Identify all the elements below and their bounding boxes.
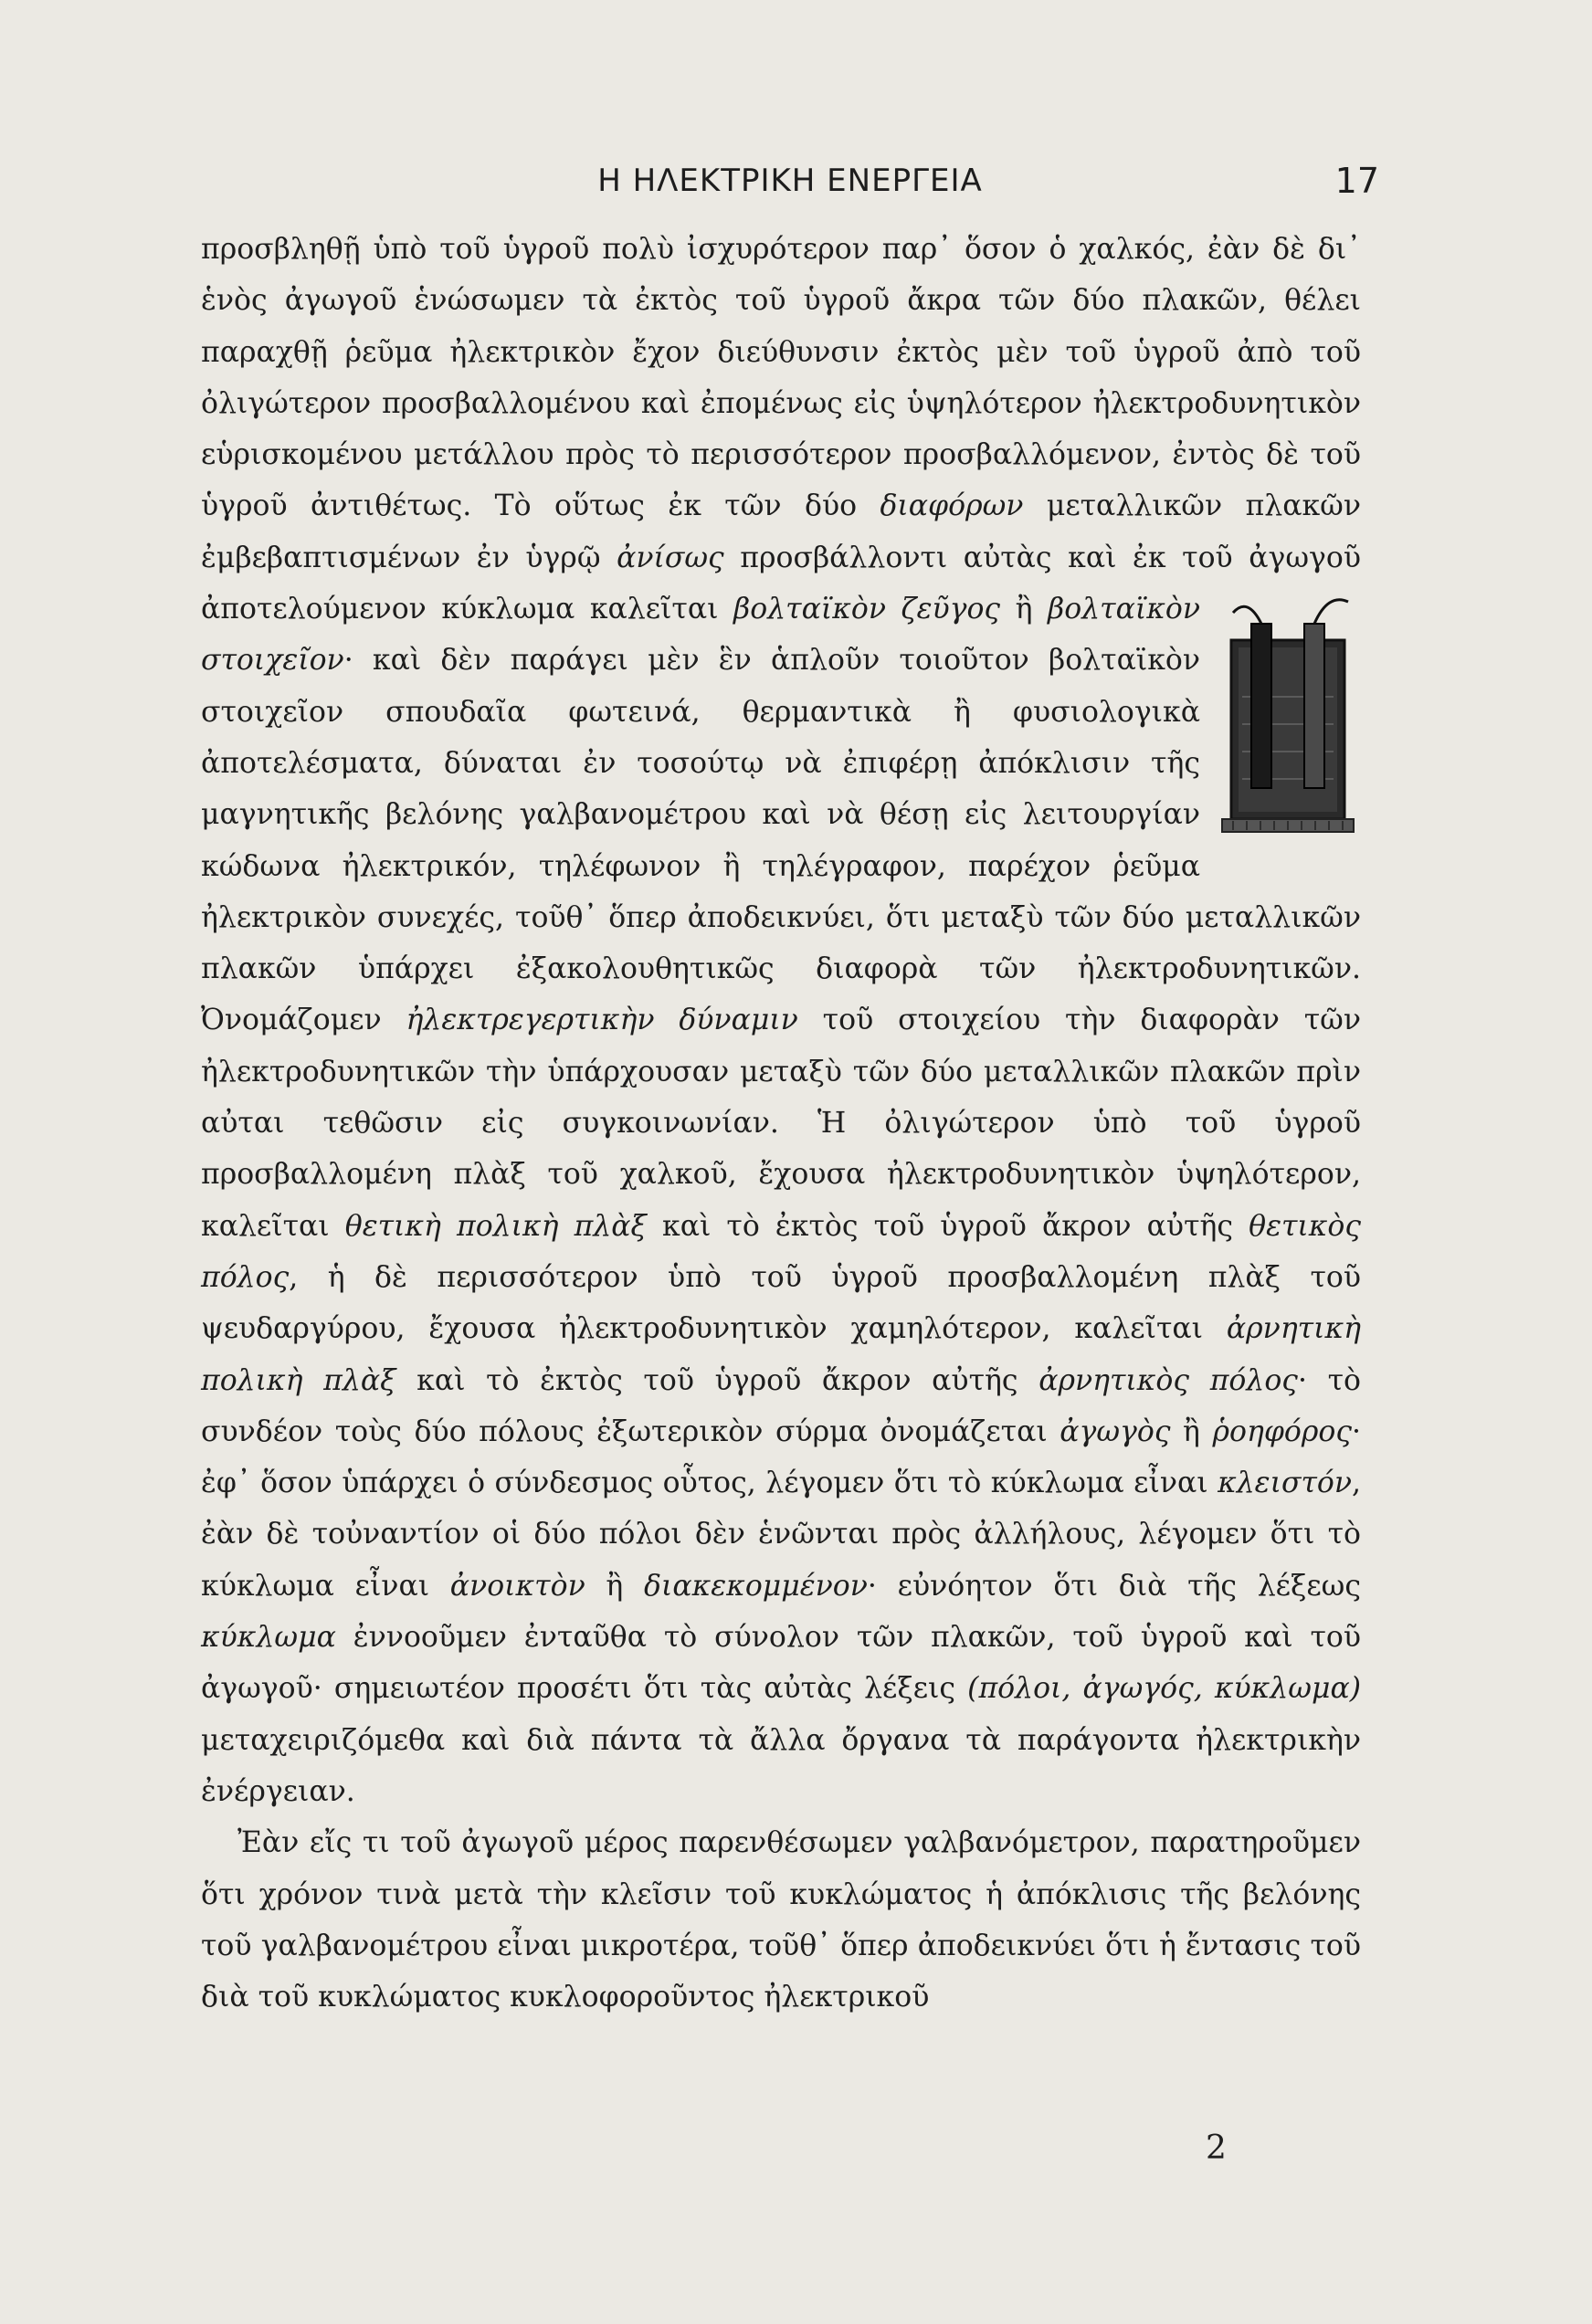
text-run: , ἐὰν δὲ τοὐναντίον οἱ δύο πόλοι δὲν ἑνῶνται πρὸς ἀλλήλους, λέγομεν ὅτι τὸ κύκλωμα εἶναι [201, 1467, 1361, 1603]
italic-term: διακεκομμένον [644, 1569, 868, 1603]
italic-term: ἀνοικτὸν [449, 1569, 585, 1603]
text-run: μεταχειριζόμεθα καὶ διὰ πάντα τὰ ἄλλα ὄργανα τὰ παράγοντα ἠλεκτρικὴν ἐνέργειαν. [201, 1723, 1361, 1808]
italic-term: ἠλεκτρεγερτικὴν δύναμιν [406, 1004, 798, 1037]
text-run: · καὶ δὲν παράγει μὲν ἓν ἁπλοῦν τοιοῦτον βολταϊκὸν στοιχεῖον σπουδαῖα φωτεινά, θερμαντικὰ ἢ φυσιολογικὰ ἀποτελέσματα, δύναται ἐν τοσούτῳ νὰ ἐπιφέρῃ ἀπόκλισιν τῆς μαγνητικῆς βελόνης γαλβανομέτρου καὶ νὰ θέσῃ εἰς λειτουργίαν κώδωνα ἠλεκτρικόν, τηλέφωνον ἢ τηλέγραφον, παρέχον ῥεῦμα ἠλεκτρικὸν συνεχές, τοῦθ᾽ ὅπερ ἀποδεικνύει, ὅτι μεταξὺ τῶν δύο μεταλλικῶν πλακῶν ὑπάρχει ἐξακολουθητικῶς διαφορὰ τῶν ἠλεκτροδυνητικῶν. Ὀνομάζομεν [201, 644, 1361, 1037]
running-title: Η ΗΛΕΚΤΡΙΚΗ ΕΝΕΡΓΕΙΑ [597, 163, 983, 199]
italic-term: (πόλοι, ἀγωγός, κύκλωμα) [967, 1672, 1362, 1706]
paragraph: Ἐὰν εἴς τι τοῦ ἀγωγοῦ μέρος παρενθέσωμεν γαλβανόμετρον, παρατηροῦμεν ὅτι χρόνον τινὰ μετὰ τὴν κλεῖσιν τοῦ κυκλώματος ἡ ἀπόκλισις τῆς βελόνης τοῦ γαλβανομέτρου εἶναι μικροτέρα, τοῦθ᾽ ὅπερ ἀποδεικνύει ὅτι ἡ ἔντασις τοῦ διὰ τοῦ κυκλώματος κυκλοφοροῦντος ἠλεκτρικοῦ [201, 1826, 1361, 2014]
text-run: ἐννοοῦμεν ἐνταῦθα τὸ σύνολον τῶν πλακῶν, τοῦ ὑγροῦ καὶ τοῦ ἀγωγοῦ· σημειωτέον προσέτι ὅτι τὰς αὐτὰς λέξεις [201, 1621, 1361, 1706]
italic-term: ἀνίσως [617, 541, 724, 574]
text-run: · τὸ συνδέον τοὺς δύο πόλους ἐξωτερικὸν σύρμα ὀνομάζεται [201, 1363, 1362, 1448]
italic-term: ἀρνητικὸς πόλος [1038, 1363, 1298, 1397]
italic-term: ῥοηφόρος [1212, 1414, 1352, 1448]
text-run: ἢ [1170, 1414, 1213, 1448]
italic-term: βολταϊκὸν στοιχεῖον [201, 593, 1201, 678]
text-run: προσβληθῇ ὑπὸ τοῦ ὑγροῦ πολὺ ἰσχυρότερον παρ᾽ ὅσον ὁ χαλκός, ἐὰν δὲ δι᾽ ἑνὸς ἀγωγοῦ ἑνώσωμεν τὰ ἐκτὸς τοῦ ὑγροῦ ἄκρα τῶν δύο πλακῶν, θέλει παραχθῇ ῥεῦμα ἠλεκτρικὸν ἔχον διεύθυνσιν ἐκτὸς μὲν τοῦ ὑγροῦ ἀπὸ τοῦ ὀλιγώτερον προσβαλλομένου καὶ ἐπομένως εἰς ὑψηλότερον ἠλεκτροδυνητικὸν εὑρισκομένου μετάλλου πρὸς τὸ περισσότερον προσβαλλόμενον, ἐντὸς δὲ τοῦ ὑγροῦ ἀντιθέτως. Τὸ οὕτως ἐκ τῶν δύο [201, 233, 1361, 523]
text-run: · ἐφ᾽ ὅσον ὑπάρχει ὁ σύνδεσμος οὗτος, λέγομεν ὅτι τὸ κύκλωμα εἶναι [201, 1414, 1361, 1500]
paragraph [201, 224, 1361, 1817]
text-run: τοῦ στοιχείου τὴν διαφορὰν τῶν ἠλεκτροδυνητικῶν τὴν ὑπάρχουσαν μεταξὺ τῶν δύο μεταλλικῶν πλακῶν πρὶν αὐται τεθῶσιν εἰς συγκοινωνίαν. Ἡ ὀλιγώτερον ὑπὸ τοῦ ὑγροῦ προσβαλλομένη πλὰξ τοῦ χαλκοῦ, ἔχουσα ἠλεκτροδυνητικὸν ὑψηλότερον, καλεῖται [201, 1004, 1361, 1243]
page-number: 17 [1334, 161, 1379, 201]
voltaic-cell-illustration [1215, 587, 1361, 836]
page-header [201, 163, 1379, 208]
italic-term: κλειστόν [1218, 1467, 1352, 1500]
italic-term: θετικὸς πόλος [201, 1209, 1362, 1294]
text-run: · εὐνόητον ὅτι διὰ τῆς λέξεως [867, 1569, 1362, 1603]
text-run: ἢ [1000, 593, 1049, 626]
italic-term: κύκλωμα [201, 1621, 336, 1655]
italic-term: ἀρνητικὴ πολικὴ πλὰξ [201, 1312, 1361, 1397]
text-run: προσβάλλοντι αὐτὰς καὶ ἐκ τοῦ ἀγωγοῦ ἀποτελούμενον κύκλωμα καλεῖται [201, 541, 1361, 626]
text-run: καὶ τὸ ἐκτὸς τοῦ ὑγροῦ ἄκρον αὐτῆς [646, 1209, 1249, 1243]
italic-term: διαφόρων [880, 489, 1024, 523]
text-run: μεταλλικῶν πλακῶν ἐμβεβαπτισμένων ἐν ὑγρῷ [201, 489, 1361, 574]
text-run: , ἡ δὲ περισσότερον ὑπὸ τοῦ ὑγροῦ προσβαλλομένη πλὰξ τοῦ ψευδαργύρου, ἔχουσα ἠλεκτροδυνητικὸν χαμηλότερον, καλεῖται [201, 1260, 1361, 1346]
text-run: ἢ [585, 1569, 645, 1603]
italic-term: θετικὴ πολικὴ πλὰξ [344, 1209, 647, 1243]
italic-term: βολταϊκὸν ζεῦγος [733, 593, 1001, 626]
voltaic-cell-icon [1215, 587, 1361, 836]
italic-term: ἀγωγὸς [1060, 1414, 1171, 1448]
body-text [201, 224, 1361, 2023]
text-run: καὶ τὸ ἐκτὸς τοῦ ὑγροῦ ἄκρον αὐτῆς [395, 1363, 1039, 1397]
signature-mark: 2 [1206, 2129, 1227, 2167]
